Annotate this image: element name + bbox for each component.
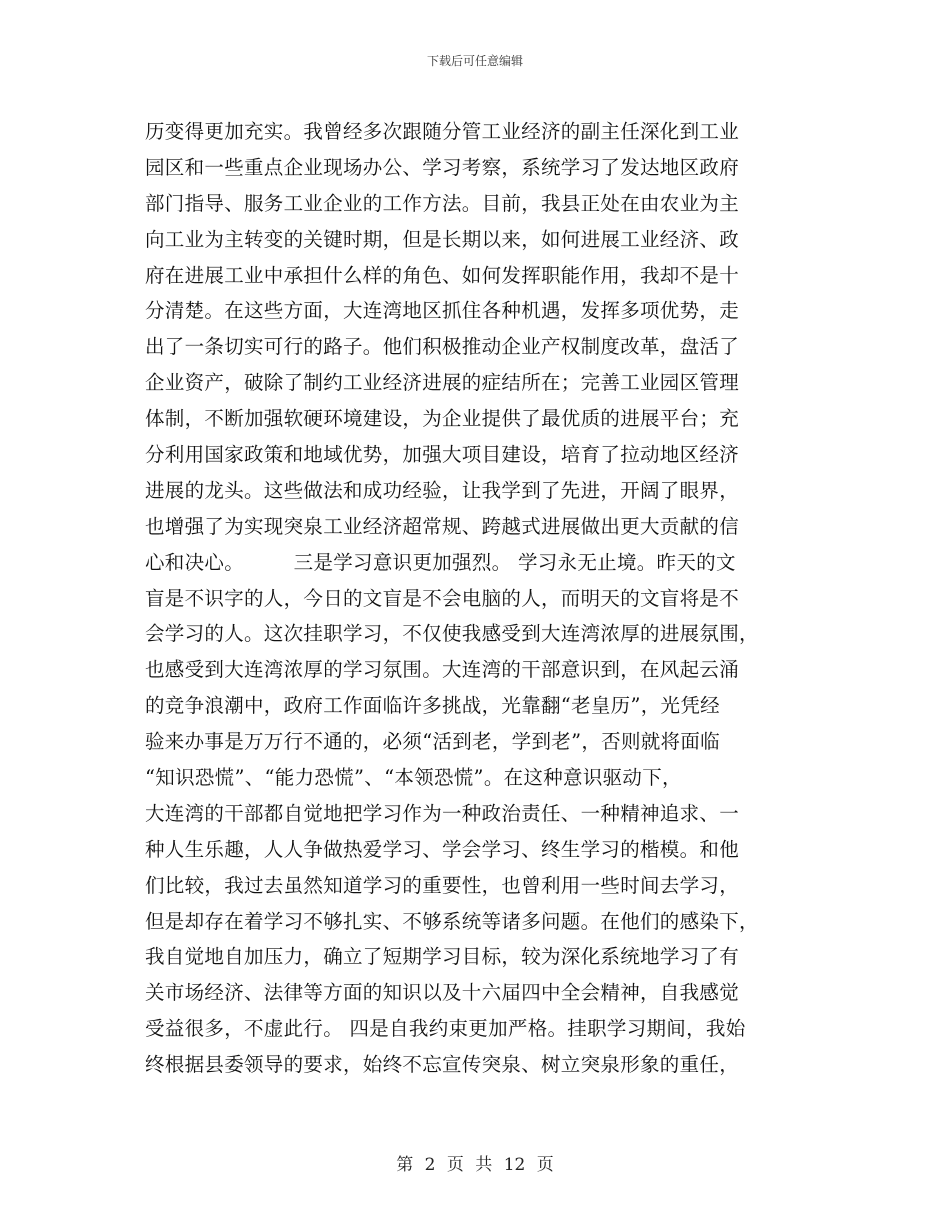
text-line: 部门指导、服务工业企业的工作方法。目前，我县正处在由农业为主 xyxy=(145,191,740,215)
text-line: 们比较，我过去虽然知道学习的重要性，也曾利用一些时间去学习， xyxy=(145,873,740,897)
text-line: 体制，不断加强软硬环境建设，为企业提供了最优质的进展平台；充 xyxy=(145,407,740,431)
text-line: 企业资产，破除了制约工业经济进展的症结所在；完善工业园区管理 xyxy=(145,371,740,395)
text-line: 向工业为主转变的关键时期，但是长期以来，如何进展工业经济、政 xyxy=(145,227,740,251)
text-line: 受益很多，不虚此行。 四是自我约束更加严格。挂职学习期间，我始 xyxy=(145,1017,746,1041)
text-line: 分清楚。在这些方面，大连湾地区抓住各种机遇，发挥多项优势，走 xyxy=(145,299,740,323)
text-line: 出了一条切实可行的路子。他们积极推动企业产权制度改革，盘活了 xyxy=(145,335,740,359)
text-line: 盲是不识字的人，今日的文盲是不会电脑的人，而明天的文盲将是不 xyxy=(145,586,740,610)
page-header: 下载后可任意编辑 xyxy=(426,54,523,68)
document-body xyxy=(145,114,805,1083)
text-line: 心和决心。 三是学习意识更加强烈。 学习永无止境。昨天的文 xyxy=(145,550,736,574)
text-line: 关市场经济、法律等方面的知识以及十六届四中全会精神，自我感觉 xyxy=(145,981,740,1005)
text-line: 我自觉地自加压力，确立了短期学习目标，较为深化系统地学习了有 xyxy=(145,945,740,969)
text-line: 但是却存在着学习不够扎实、不够系统等诸多问题。在他们的感染下， xyxy=(145,909,759,933)
text-line: 园区和一些重点企业现场办公、学习考察，系统学习了发达地区政府 xyxy=(145,155,740,179)
text-line: 验来办事是万万行不通的，必须“活到老，学到老”，否则就将面临 xyxy=(145,730,720,754)
text-line: 会学习的人。这次挂职学习，不仅使我感受到大连湾浓厚的进展氛围， xyxy=(145,622,759,646)
text-line: 大连湾的干部都自觉地把学习作为一种政治责任、一种精神追求、一 xyxy=(145,801,740,825)
text-line: 分利用国家政策和地域优势，加强大项目建设，培育了拉动地区经济 xyxy=(145,443,740,467)
text-line: 种人生乐趣，人人争做热爱学习、学会学习、终生学习的楷模。和他 xyxy=(145,837,740,861)
text-line: 府在进展工业中承担什么样的角色、如何发挥职能作用，我却不是十 xyxy=(145,263,740,287)
text-line: 进展的龙头。这些做法和成功经验，让我学到了先进，开阔了眼界， xyxy=(145,478,740,502)
text-line: 也增强了为实现突泉工业经济超常规、跨越式进展做出更大贡献的信 xyxy=(145,514,740,538)
text-line: 历变得更加充实。我曾经多次跟随分管工业经济的副主任深化到工业 xyxy=(145,120,740,143)
text-line: “知识恐慌”、“能力恐慌”、“本领恐慌”。在这种意识驱动下， xyxy=(145,766,682,790)
text-line: 也感受到大连湾浓厚的学习氛围。大连湾的干部意识到，在风起云涌 xyxy=(145,658,740,682)
text-line: 的竞争浪潮中，政府工作面临许多挑战，光靠翻“老皇历”，光凭经 xyxy=(145,694,720,718)
text-line: 终根据县委领导的要求，始终不忘宣传突泉、树立突泉形象的重任， xyxy=(145,1053,740,1077)
page-number: 第 2 页 共 12 页 xyxy=(396,1155,554,1175)
